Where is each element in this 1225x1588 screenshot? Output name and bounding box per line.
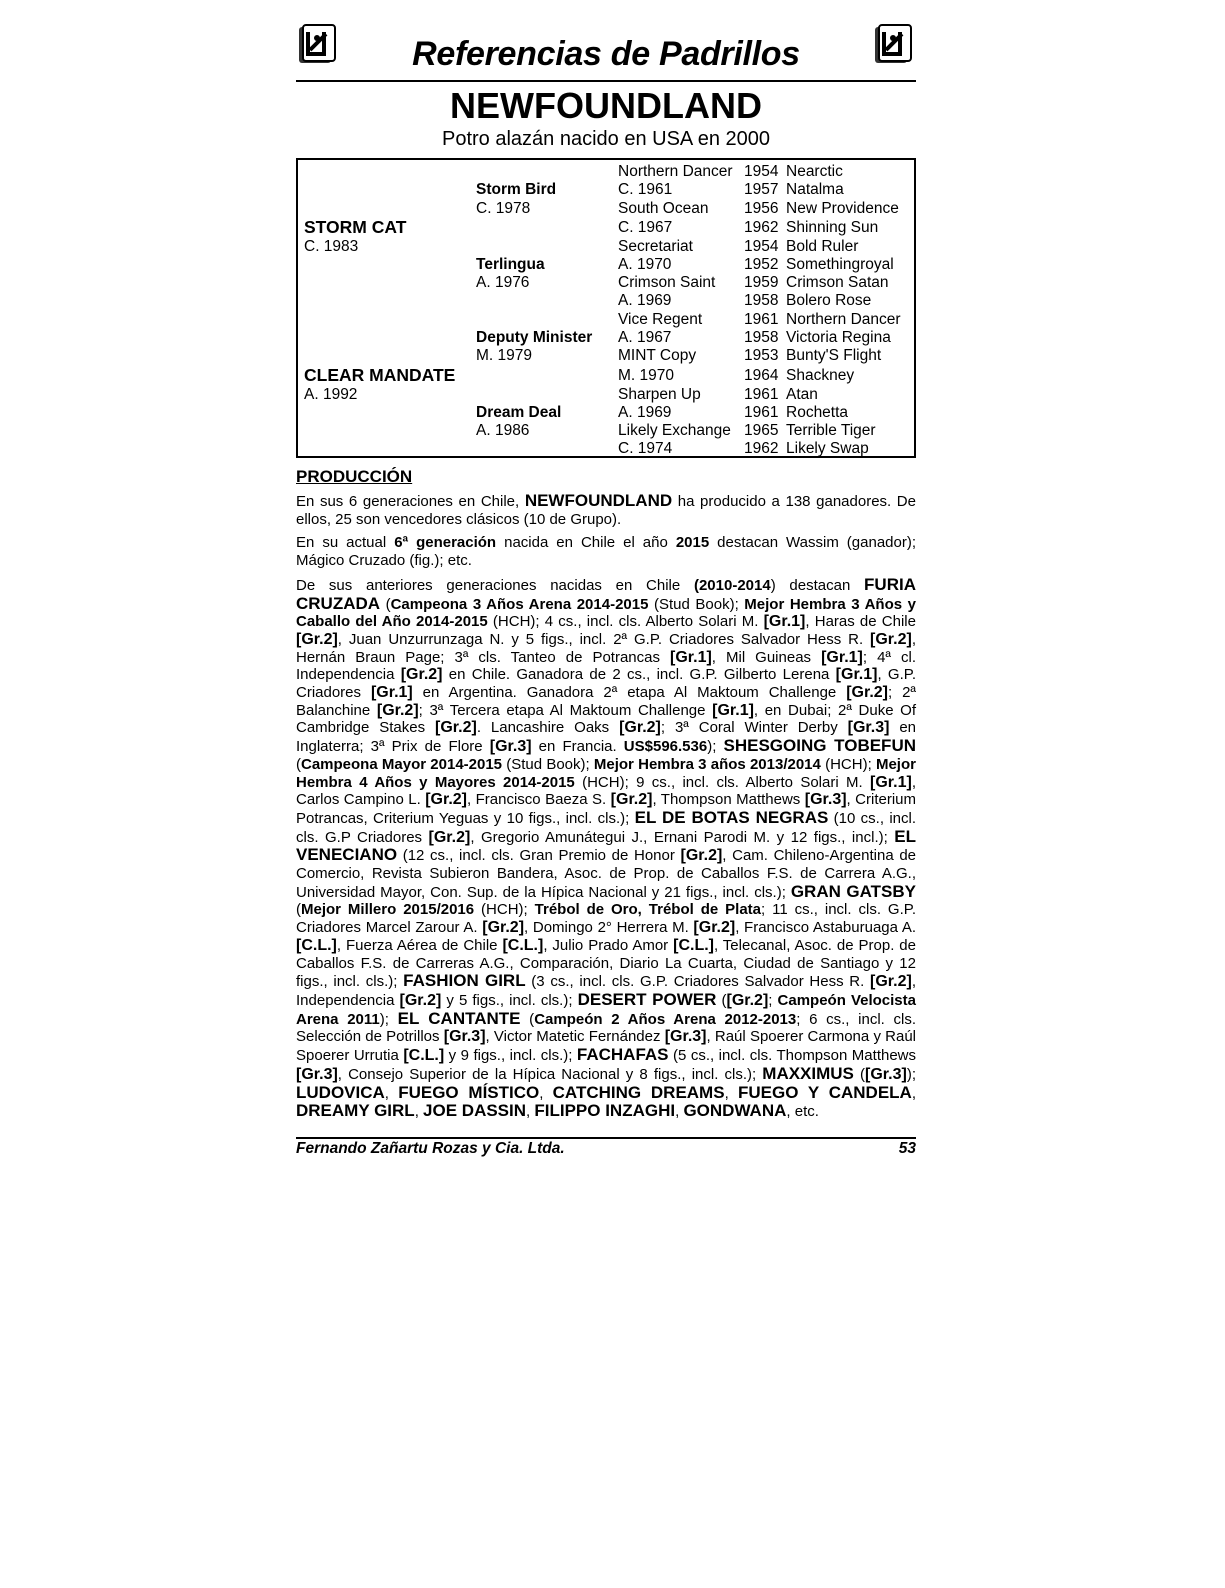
text-span: De sus anteriores generaciones nacidas en Chile (296, 576, 694, 594)
bold-span: Mejor Hembra 4 Años y Mayores 2014-2015 (296, 755, 916, 791)
group-grade-badge: [Gr.2] (693, 919, 736, 937)
text-span: , Juan Unzurrunzaga N. y 5 figs., incl. 2ª G.P. Criadores Salvador Hess R. (337, 630, 871, 648)
group-grade-badge: [Gr.3] (664, 1028, 707, 1046)
page-footer (296, 1137, 916, 1159)
bold-span: (2010-2014 (693, 576, 771, 594)
group-grade-badge: [Gr.1] (670, 648, 712, 666)
text-span: , (384, 1084, 399, 1102)
ancestor-name: New Providence (786, 200, 899, 217)
great-grandparent-name: South Ocean (618, 200, 709, 217)
text-span: , (675, 1103, 684, 1121)
ancestor-year: 1961 (744, 311, 779, 328)
horse-name-highlight: DESERT POWER (577, 989, 717, 1009)
group-grade-badge: [Gr.3] (865, 1065, 907, 1083)
text-span: , Criterium Potrancas, Criterium Yeguas y 10 figs., incl. cls.); (296, 791, 916, 827)
text-span: nacida en Chile el año (496, 534, 676, 552)
ancestor-year: 1954 (744, 163, 779, 180)
bold-span: US$596.536 (623, 738, 708, 756)
group-grade-badge: [Gr.2] (846, 684, 888, 702)
text-span: . Lancashire Oaks (476, 719, 620, 737)
text-span: (HCH); (820, 755, 876, 773)
great-grandparent-info: A. 1967 (618, 329, 672, 346)
group-grade-badge: [Gr.1] (763, 613, 806, 631)
grandparent-info: A. 1986 (476, 422, 530, 439)
great-grandparent-name: Vice Regent (618, 311, 703, 328)
text-span: (3 cs., incl. cls. G.P. Criadores Salvador Hess R. (525, 973, 871, 991)
text-span: ; 3ª Tercera etapa Al Maktoum Challenge (418, 701, 713, 719)
ancestor-name: Somethingroyal (786, 256, 894, 273)
text-span: , Francisco Baeza S. (467, 791, 611, 809)
horse-name-highlight: LUDOVICA (296, 1082, 385, 1102)
ancestor-name: Rochetta (786, 404, 849, 421)
text-span: en Argentina. Ganadora 2ª etapa Al Maktoum Challenge (412, 684, 847, 702)
text-span: , Mil Guineas (711, 648, 822, 666)
bold-span: Mejor Millero 2015/2016 (301, 901, 475, 919)
text-span: (HCH); 9 cs., incl. cls. Alberto Solari M. (574, 773, 871, 791)
group-grade-badge: [Gr.3] (443, 1028, 486, 1046)
text-span: , Cam. Chileno-Argentina de Comercio, Revista Subieron Bandera, Asoc. de Prop. de Caballos F.S. de Carrera A.G., Universidad Mayor, Con. Sup. de la Hípica Nacional y 21 figs., incl. cls.); (296, 847, 916, 901)
generation-label: 6ª generación (394, 534, 497, 552)
text-span: ); (906, 1065, 916, 1083)
horseshoe-logo-icon (872, 24, 912, 66)
great-grandparent-info: C. 1974 (618, 440, 673, 457)
text-span: (5 cs., incl. cls. Thompson Matthews (668, 1047, 916, 1065)
group-grade-badge: [Gr.2] (680, 847, 723, 865)
great-grandparent-info: C. 1961 (618, 181, 673, 198)
ancestor-name: Shinning Sun (786, 219, 879, 236)
text-span: ( (296, 755, 301, 773)
grandparent-info: M. 1979 (476, 347, 533, 364)
ancestor-name: Likely Swap (786, 440, 869, 457)
dam-name: CLEAR MANDATE (304, 365, 456, 385)
text-span: (10 cs., incl. cls. G.P Criadores (296, 809, 916, 846)
ancestor-year: 1965 (744, 422, 779, 439)
text-span: , etc. (786, 1103, 819, 1121)
great-grandparent-name: Northern Dancer (618, 163, 733, 180)
ancestor-year: 1953 (744, 347, 779, 364)
text-span: ; 6 cs., incl. cls. Selección de Potrillos (296, 1010, 916, 1046)
bold-span: Mejor Hembra 3 años 2013/2014 (593, 755, 821, 773)
great-grandparent-info: A. 1969 (618, 292, 672, 309)
text-span: ) destacan (770, 576, 865, 594)
horse-name-highlight: EL CANTANTE (397, 1008, 521, 1028)
group-grade-badge: [Gr.1] (712, 701, 754, 719)
generation-year: 2015 (675, 534, 710, 552)
ancestor-name: Natalma (786, 181, 844, 198)
horse-name-highlight: FILIPPO INZAGHI (534, 1101, 676, 1121)
horse-name-highlight: FACHAFAS (576, 1045, 669, 1065)
text-span: ( (716, 991, 727, 1009)
ancestor-name: Bolero Rose (786, 292, 872, 309)
great-grandparent-info: A. 1970 (618, 256, 672, 273)
pedigree-table (296, 158, 916, 458)
bold-span: Trébol de Oro, Trébol de Plata (534, 901, 762, 919)
current-generation-paragraph (296, 534, 916, 569)
text-span: , (414, 1103, 424, 1121)
group-grade-badge: [Gr.2] (296, 630, 338, 648)
text-span: ; 2ª Balanchine (296, 684, 916, 719)
sire-name: STORM CAT (304, 217, 407, 237)
ancestor-name: Victoria Regina (786, 329, 891, 346)
group-grade-badge: [Gr.2] (399, 991, 442, 1009)
text-span: , Independencia (296, 973, 916, 1009)
grandparent-name: Storm Bird (476, 181, 557, 198)
horse-name-highlight: GONDWANA (683, 1101, 787, 1121)
group-grade-badge: [Gr.2] (870, 630, 912, 648)
text-span: , G.P. Criadores (296, 666, 916, 702)
ancestor-year: 1961 (744, 404, 779, 421)
group-grade-badge: [Gr.2] (482, 919, 525, 937)
text-span: , Carlos Campino L. (296, 773, 916, 809)
ancestor-name: Atan (786, 386, 818, 403)
text-span: , Telecanal, Asoc. de Prop. de Caballos F.S. de Carreras A.G., Comparación, Diario La Cuarta, Ciudad de Santiago y 12 figs., incl. cls.); (296, 936, 916, 991)
text-span: , Domingo 2° Herrera M. (524, 919, 694, 937)
group-grade-badge: [Gr.2] (425, 791, 468, 809)
page-title: Referencias de Padrillos (412, 35, 800, 73)
ancestor-name: Bold Ruler (786, 238, 859, 255)
text-span: (Stud Book); (502, 755, 594, 773)
horse-name-highlight: JOE DASSIN (423, 1101, 527, 1121)
dam-info: A. 1992 (304, 386, 358, 403)
ancestor-year: 1956 (744, 200, 779, 217)
great-grandparent-info: C. 1967 (618, 219, 673, 236)
group-grade-badge: [Gr.3] (804, 791, 847, 809)
great-grandparent-name: Crimson Saint (618, 274, 716, 291)
ancestor-year: 1957 (744, 181, 779, 198)
great-grandparent-name: Sharpen Up (618, 386, 701, 403)
text-span: destacan Wassim (ganador); Mágico Cruzado (fig.); etc. (296, 534, 917, 570)
group-grade-badge: [Gr.3] (847, 719, 890, 737)
horse-name-highlight: DREAMY GIRL (296, 1101, 415, 1121)
horse-name-highlight: FUEGO MÍSTICO (398, 1082, 540, 1102)
header-divider (296, 80, 916, 82)
horse-name: NEWFOUNDLAND (450, 85, 762, 126)
text-span: ; (768, 991, 778, 1009)
ancestor-name: Northern Dancer (786, 311, 901, 328)
previous-generations-paragraph (296, 576, 916, 1121)
text-span: , Gregorio Amunátegui J., Ernani Parodi M. y 12 figs., incl.); (470, 828, 895, 846)
horse-name-highlight: FUEGO Y CANDELA (737, 1082, 912, 1102)
group-grade-badge: [C.L.] (296, 936, 337, 954)
text-span: ( (520, 1010, 535, 1028)
group-grade-badge: [C.L.] (673, 936, 714, 954)
text-span: , Haras de Chile (805, 613, 916, 631)
horse-name-highlight: FASHION GIRL (403, 971, 526, 991)
grandparent-name: Terlingua (476, 256, 545, 273)
great-grandparent-name: Secretariat (618, 238, 693, 255)
group-grade-badge: [C.L.] (502, 936, 544, 954)
group-grade-badge: [C.L.] (403, 1047, 445, 1065)
great-grandparent-info: M. 1970 (618, 367, 675, 384)
group-grade-badge: [Gr.2] (435, 719, 477, 737)
ancestor-name: Crimson Satan (786, 274, 889, 291)
horse-name-highlight: MAXXIMUS (762, 1063, 854, 1083)
horse-name-highlight: EL DE BOTAS NEGRAS (634, 807, 829, 827)
horse-name-highlight: FURIA CRUZADA (296, 574, 916, 613)
text-span: , Fuerza Aérea de Chile (336, 936, 503, 954)
text-span: , Consejo Superior de la Hípica Nacional y 8 figs., incl. cls.); (337, 1065, 763, 1083)
text-span: (Stud Book); (648, 595, 745, 613)
great-grandparent-info: A. 1969 (618, 404, 672, 421)
group-grade-badge: [Gr.3] (489, 738, 532, 756)
text-span: , Hernán Braun Page; 3ª cls. Tanteo de Potrancas (296, 630, 916, 666)
group-grade-badge: [Gr.1] (835, 666, 878, 684)
group-grade-badge: [Gr.2] (870, 973, 912, 991)
horse-name-highlight: SHESGOING TOBEFUN (723, 736, 916, 756)
grandparent-info: C. 1978 (476, 200, 531, 217)
ancestor-name: Nearctic (786, 163, 843, 180)
group-grade-badge: [Gr.2] (619, 719, 661, 737)
text-span: , Victor Matetic Fernández (485, 1028, 665, 1046)
grandparent-name: Dream Deal (476, 404, 562, 421)
production-heading: PRODUCCIÓN (296, 467, 413, 486)
text-span: en Francia. (531, 738, 624, 756)
bold-span: Campeón Velocista Arena 2011 (296, 991, 916, 1028)
great-grandparent-name: Likely Exchange (618, 422, 731, 439)
text-span: ( (853, 1065, 866, 1083)
great-grandparent-name: MINT Copy (618, 347, 697, 364)
text-span: ; 11 cs., incl. cls. G.P. Criadores Marcel Zarour A. (296, 901, 916, 937)
ancestor-year: 1962 (744, 440, 779, 457)
ancestor-name: Shackney (786, 367, 855, 384)
horse-name-highlight: NEWFOUNDLAND (524, 491, 673, 510)
text-span: , Julio Prado Amor (543, 936, 674, 954)
ancestor-name: Terrible Tiger (786, 422, 876, 439)
horse-name-highlight: CATCHING DREAMS (552, 1082, 725, 1102)
text-span: , (724, 1084, 738, 1102)
horse-name-highlight: EL VENECIANO (296, 826, 916, 865)
bold-span: Campeón 2 Años Arena 2012-2013 (534, 1010, 797, 1028)
group-grade-badge: [Gr.2] (376, 701, 419, 719)
sire-info: C. 1983 (304, 238, 359, 255)
production-summary-paragraph (296, 492, 916, 528)
group-grade-badge: [Gr.2] (428, 828, 471, 846)
text-span: , (526, 1103, 535, 1121)
text-span: (HCH); (474, 901, 535, 919)
ancestor-year: 1961 (744, 386, 779, 403)
text-span: , Thompson Matthews (652, 791, 805, 809)
text-span: En su actual (296, 534, 395, 552)
text-span: ( (296, 901, 301, 919)
ancestor-year: 1954 (744, 238, 779, 255)
horse-subtitle: Potro alazán nacido en USA en 2000 (441, 128, 771, 150)
text-span: y 5 figs., incl. cls.); (441, 991, 578, 1009)
ancestor-year: 1962 (744, 219, 779, 236)
text-span: , (539, 1084, 553, 1102)
text-span: En sus 6 generaciones en Chile, (296, 493, 525, 510)
ancestor-year: 1958 (744, 292, 779, 309)
bold-span: Campeona 3 Años Arena 2014-2015 (390, 595, 649, 613)
ancestor-year: 1952 (744, 256, 779, 273)
text-span: en Inglaterra; 3ª Prix de Flore (296, 719, 917, 756)
text-span: ); (379, 1010, 398, 1028)
text-span: (HCH); 4 cs., incl. cls. Alberto Solari M. (487, 613, 764, 631)
bold-span: Mejor Hembra 3 Años y Caballo del Año 2014-2015 (296, 595, 916, 631)
text-span: , Francisco Astaburuaga A. (735, 919, 916, 937)
text-span: , Raúl Spoerer Carmona y Raúl Spoerer Urrutia (296, 1028, 917, 1065)
text-span: y 9 figs., incl. cls.); (444, 1047, 577, 1065)
footer-company: Fernando Zañartu Rozas y Cia. Ltda. (296, 1139, 565, 1157)
grandparent-info: A. 1976 (476, 274, 530, 291)
page-number: 53 (898, 1139, 916, 1157)
text-span: ; 4ª cl. Independencia (296, 648, 916, 684)
group-grade-badge: [Gr.3] (296, 1065, 338, 1083)
document-page (296, 18, 916, 1159)
group-grade-badge: [Gr.1] (870, 773, 912, 791)
text-span: ( (380, 595, 391, 613)
text-span: ha producido a 138 ganadores. De ellos, 25 son vencedores clásicos (10 de Grupo). (296, 493, 916, 528)
text-span: ; 3ª Coral Winter Derby (660, 719, 848, 737)
ancestor-year: 1964 (744, 367, 779, 384)
group-grade-badge: [Gr.2] (610, 791, 653, 809)
bold-span: Campeona Mayor 2014-2015 (301, 755, 503, 773)
text-span: , en Dubai; 2ª Duke Of Cambridge Stakes (296, 701, 917, 737)
text-span: ); (707, 738, 724, 756)
group-grade-badge: [Gr.1] (821, 648, 863, 666)
group-grade-badge: [Gr.2] (726, 991, 769, 1009)
text-span: en Chile. Ganadora de 2 cs., incl. G.P. Gilberto Lerena (442, 666, 836, 684)
horse-name-highlight: GRAN GATSBY (790, 881, 916, 901)
ancestor-year: 1959 (744, 274, 779, 291)
group-grade-badge: [Gr.1] (370, 684, 413, 702)
text-span: , (911, 1084, 916, 1102)
group-grade-badge: [Gr.2] (400, 666, 443, 684)
ancestor-name: Bunty'S Flight (786, 347, 882, 364)
ancestor-year: 1958 (744, 329, 779, 346)
text-span: (12 cs., incl. cls. Gran Premio de Honor (397, 847, 681, 865)
horseshoe-logo-icon (296, 24, 336, 66)
grandparent-name: Deputy Minister (476, 329, 593, 346)
